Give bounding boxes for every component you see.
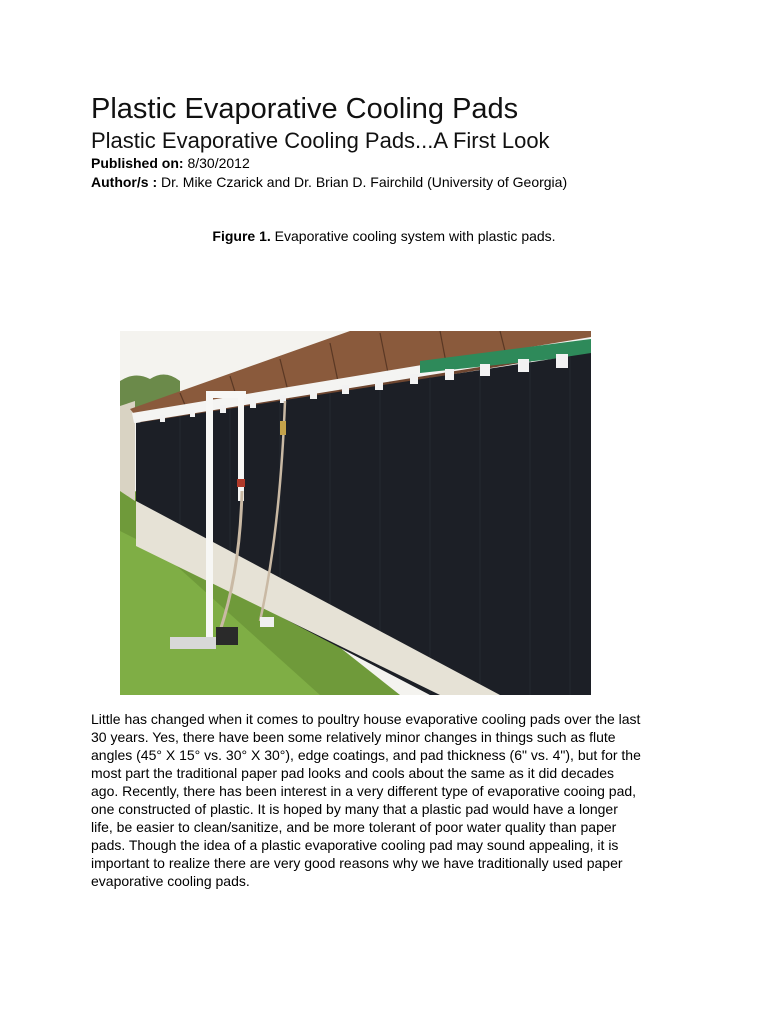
figure-label: Figure 1.	[212, 228, 271, 244]
body-paragraph	[91, 710, 721, 890]
document-subtitle: Plastic Evaporative Cooling Pads...A First Look	[91, 128, 550, 153]
body-line: life, be easier to clean/sanitize, and be more tolerant of poor water quality than paper	[91, 819, 617, 835]
authors-line	[91, 174, 567, 191]
figure-caption-text: Evaporative cooling system with plastic pads.	[274, 228, 556, 244]
body-line: Little has changed when it comes to poultry house evaporative cooling pads over the last	[91, 711, 641, 727]
authors-label: Author/s :	[91, 174, 158, 190]
figure-caption	[0, 228, 768, 245]
body-line: 30 years. Yes, there have been some relatively minor changes in things such as flute	[91, 729, 616, 745]
body-line: evaporative cooling pads.	[91, 873, 250, 889]
published-label: Published on:	[91, 155, 184, 171]
published-line	[91, 155, 250, 172]
body-line: pads. Though the idea of a plastic evaporative cooling pad may sound appealing, it is	[91, 837, 619, 853]
published-date: 8/30/2012	[187, 155, 250, 171]
document-title: Plastic Evaporative Cooling Pads	[91, 93, 519, 125]
figure-photo	[120, 331, 591, 695]
body-line: ago. Recently, there has been interest in a very different type of evaporative cooing pad,	[91, 783, 637, 799]
body-line: angles (45° X 15° vs. 30° X 30°), edge coatings, and pad thickness (6" vs. 4"), but for the	[91, 747, 641, 763]
body-line: important to realize there are very good reasons why we have traditionally used paper	[91, 855, 623, 871]
body-line: most part the traditional paper pad looks and cools about the same as it did decades	[91, 765, 614, 781]
body-line: one constructed of plastic. It is hoped by many that a plastic pad would have a longer	[91, 801, 618, 817]
cooling-pad-photo	[120, 331, 591, 695]
authors-names: Dr. Mike Czarick and Dr. Brian D. Fairchild (University of Georgia)	[161, 174, 568, 190]
